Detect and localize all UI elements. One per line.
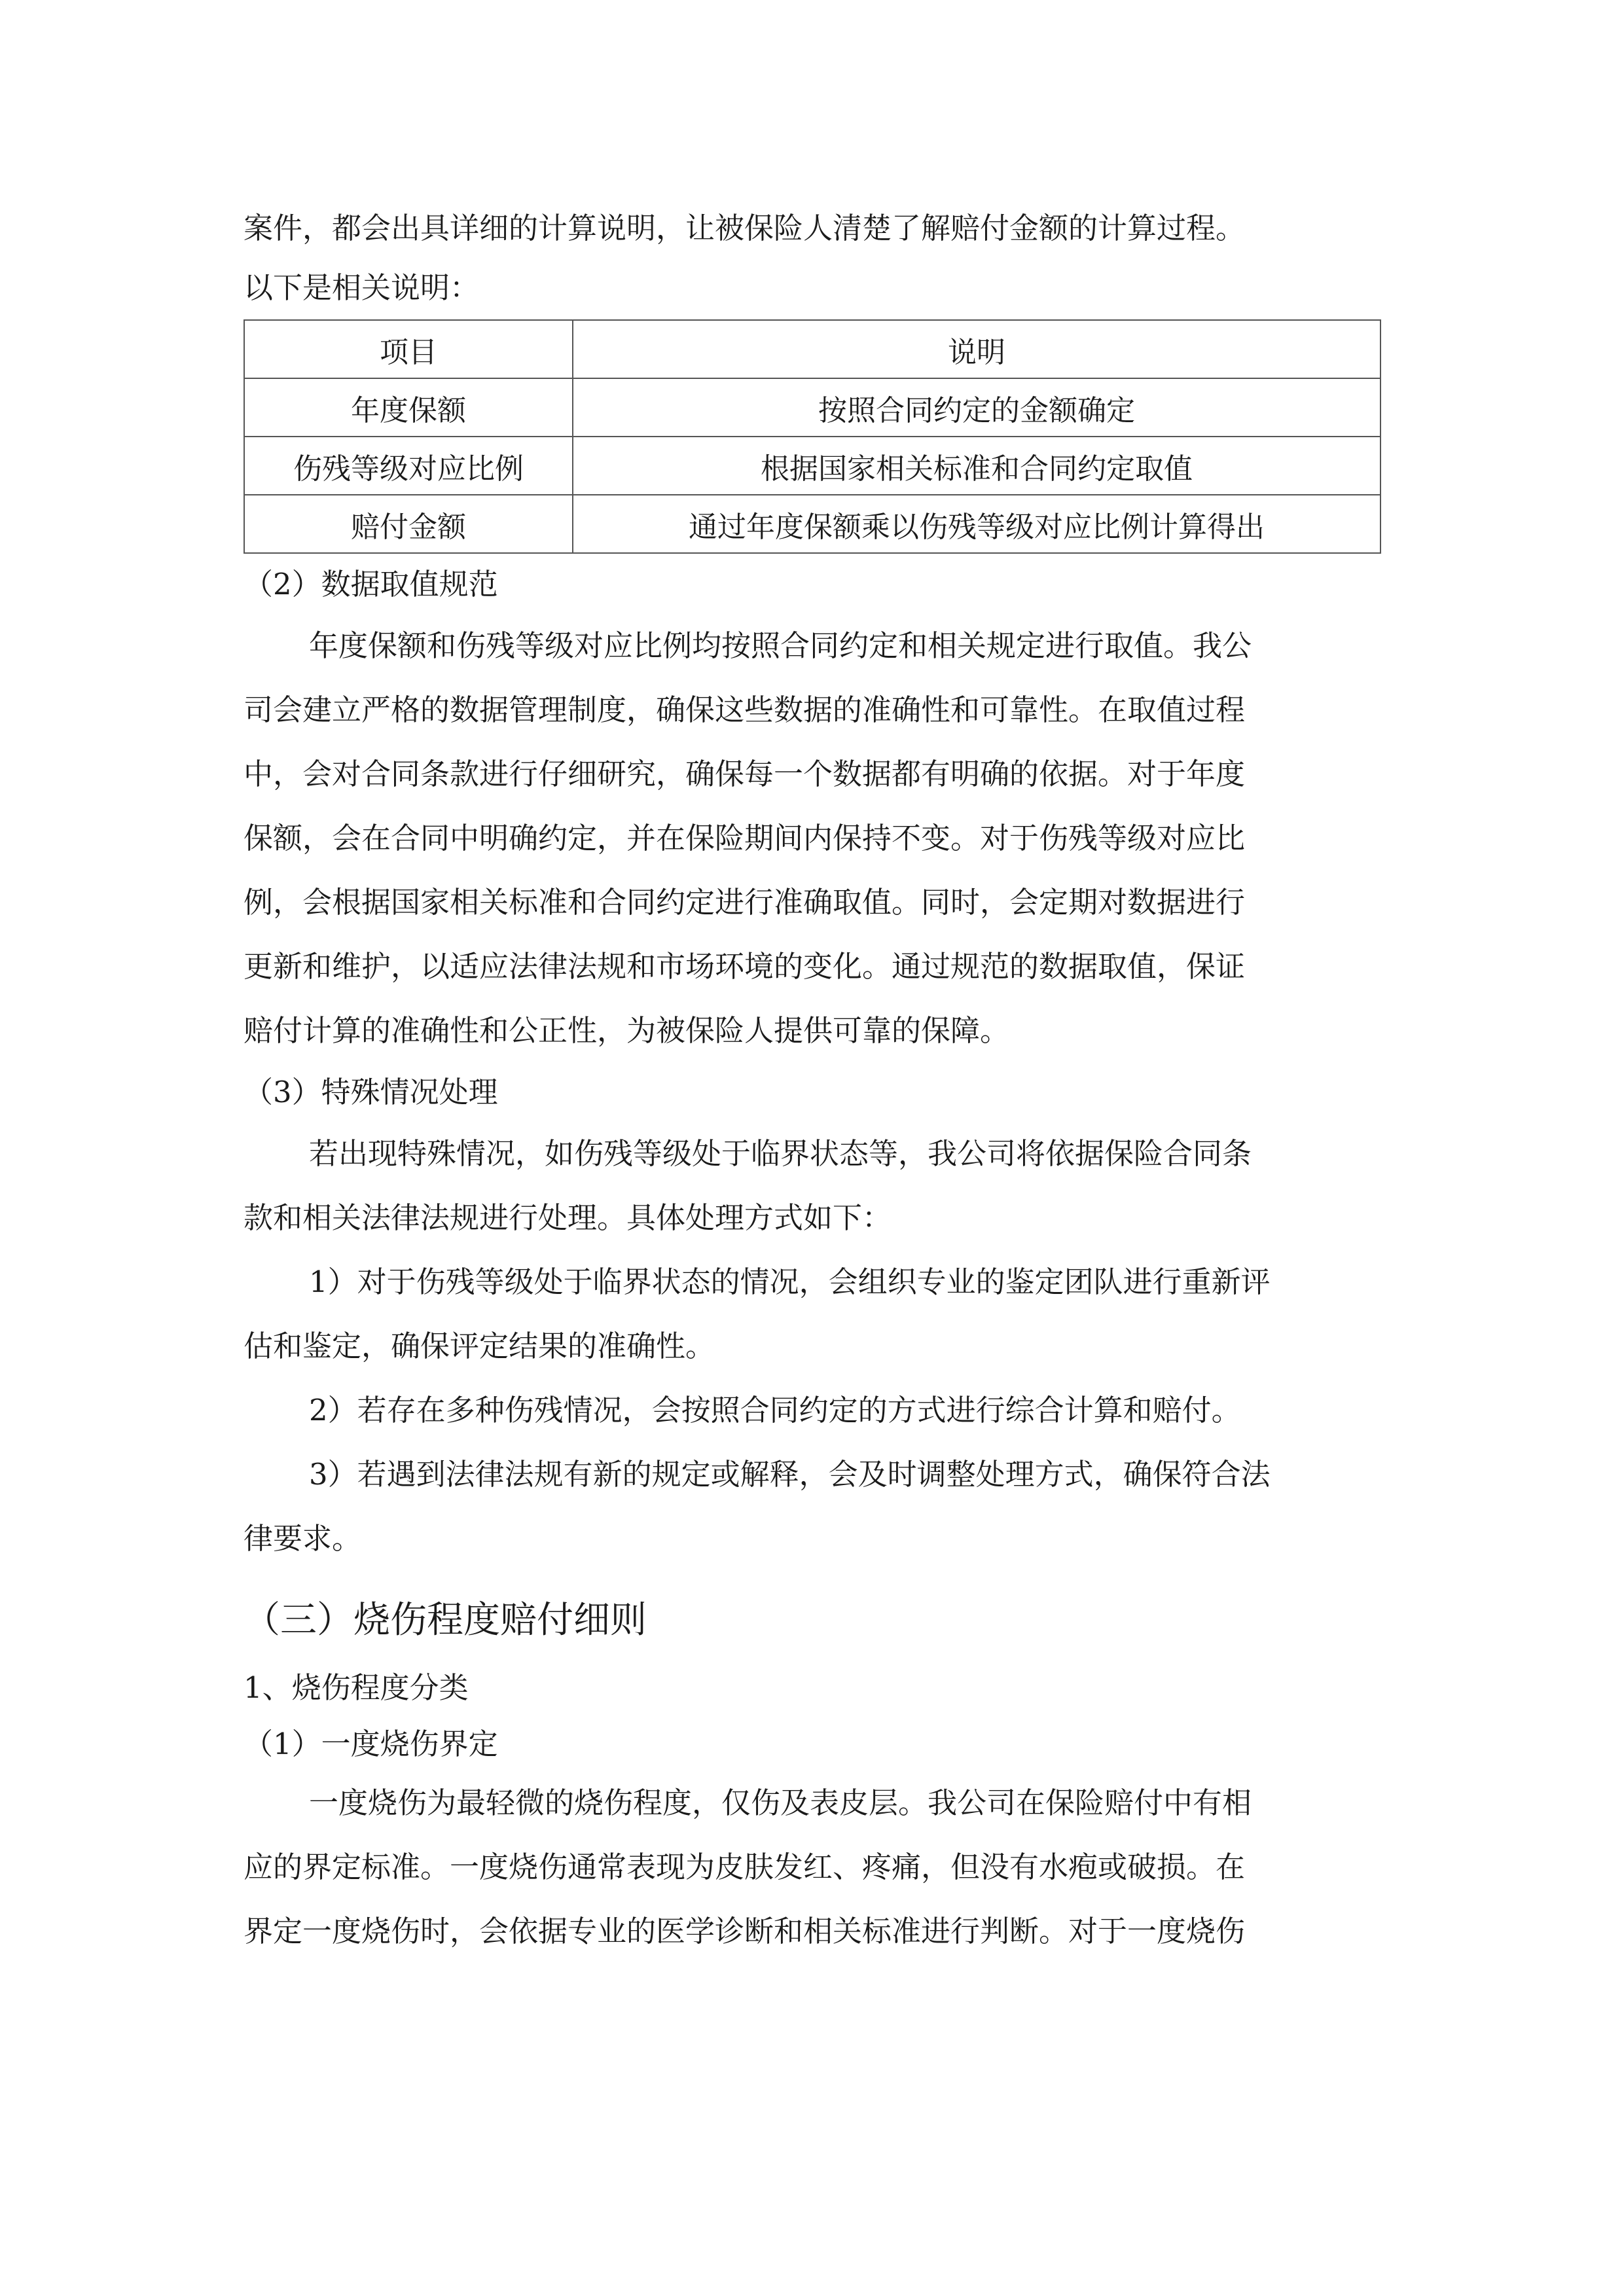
table-header-cell: 说明 [573, 320, 1380, 378]
chapter-body [244, 1771, 1382, 1964]
paragraph-line: 界定一度烧伤时，会依据专业的医学诊断和相关标准进行判断。对于一度烧伤 [244, 1914, 1246, 1948]
document-page [244, 196, 1382, 1964]
list-item-2: 2）若存在多种伤残情况，会按照合同约定的方式进行综合计算和赔付。 [309, 1393, 1241, 1427]
table-row [244, 378, 1380, 437]
paragraph-line: 款和相关法律法规进行处理。具体处理方式如下： [244, 1200, 892, 1235]
section-heading-data-standard: （2）数据取值规范 [244, 567, 498, 601]
chapter-subsubheading: （1）一度烧伤界定 [244, 1727, 498, 1761]
intro-line-2: 以下是相关说明： [244, 270, 480, 305]
chapter-subheading: 1、烧伤程度分类 [244, 1670, 469, 1705]
paragraph-line: 赔付计算的准确性和公正性，为被保险人提供可靠的保障。 [244, 1013, 1010, 1048]
table-cell: 伤残等级对应比例 [244, 437, 573, 495]
paragraph-line: 中，会对合同条款进行仔细研究，确保每一个数据都有明确的依据。对于年度 [244, 757, 1246, 791]
section-special-cases-body [244, 1122, 1382, 1571]
paragraph-line: 年度保额和伤残等级对应比例均按照合同约定和相关规定进行取值。我公 [309, 628, 1252, 663]
chapter-heading: （三）烧伤程度赔付细则 [244, 1599, 647, 1641]
paragraph-line: 例，会根据国家相关标准和合同约定进行准确取值。同时，会定期对数据进行 [244, 885, 1246, 920]
table-cell: 根据国家相关标准和合同约定取值 [573, 437, 1380, 495]
list-item-1-line: 估和鉴定，确保评定结果的准确性。 [244, 1329, 715, 1363]
table-cell: 通过年度保额乘以伤残等级对应比例计算得出 [573, 495, 1380, 553]
section-data-standard-body [244, 614, 1382, 1063]
paragraph-line: 保额，会在合同中明确约定，并在保险期间内保持不变。对于伤残等级对应比 [244, 821, 1246, 855]
paragraph-line: 更新和维护，以适应法律法规和市场环境的变化。通过规范的数据取值，保证 [244, 949, 1246, 984]
section-heading-special-cases: （3）特殊情况处理 [244, 1075, 498, 1109]
table-header-cell: 项目 [244, 320, 573, 378]
table-row [244, 437, 1380, 495]
paragraph-line: 应的界定标准。一度烧伤通常表现为皮肤发红、疼痛，但没有水疱或破损。在 [244, 1850, 1246, 1884]
table-cell: 按照合同约定的金额确定 [573, 378, 1380, 437]
intro-line-1: 案件，都会出具详细的计算说明，让被保险人清楚了解赔付金额的计算过程。 [244, 211, 1246, 245]
list-item-1-line: 1）对于伤残等级处于临界状态的情况，会组织专业的鉴定团队进行重新评 [309, 1265, 1271, 1299]
list-item-3-line: 律要求。 [244, 1521, 362, 1556]
paragraph-line: 司会建立严格的数据管理制度，确保这些数据的准确性和可靠性。在取值过程 [244, 692, 1246, 727]
table-row [244, 495, 1380, 553]
explanation-table [244, 319, 1381, 554]
table-cell: 赔付金额 [244, 495, 573, 553]
list-item-3-line: 3）若遇到法律法规有新的规定或解释，会及时调整处理方式，确保符合法 [309, 1457, 1271, 1492]
table-header-row [244, 320, 1380, 378]
paragraph-line: 若出现特殊情况，如伤残等级处于临界状态等，我公司将依据保险合同条 [309, 1136, 1252, 1171]
paragraph-line: 一度烧伤为最轻微的烧伤程度，仅伤及表皮层。我公司在保险赔付中有相 [309, 1785, 1252, 1820]
table-cell: 年度保额 [244, 378, 573, 437]
